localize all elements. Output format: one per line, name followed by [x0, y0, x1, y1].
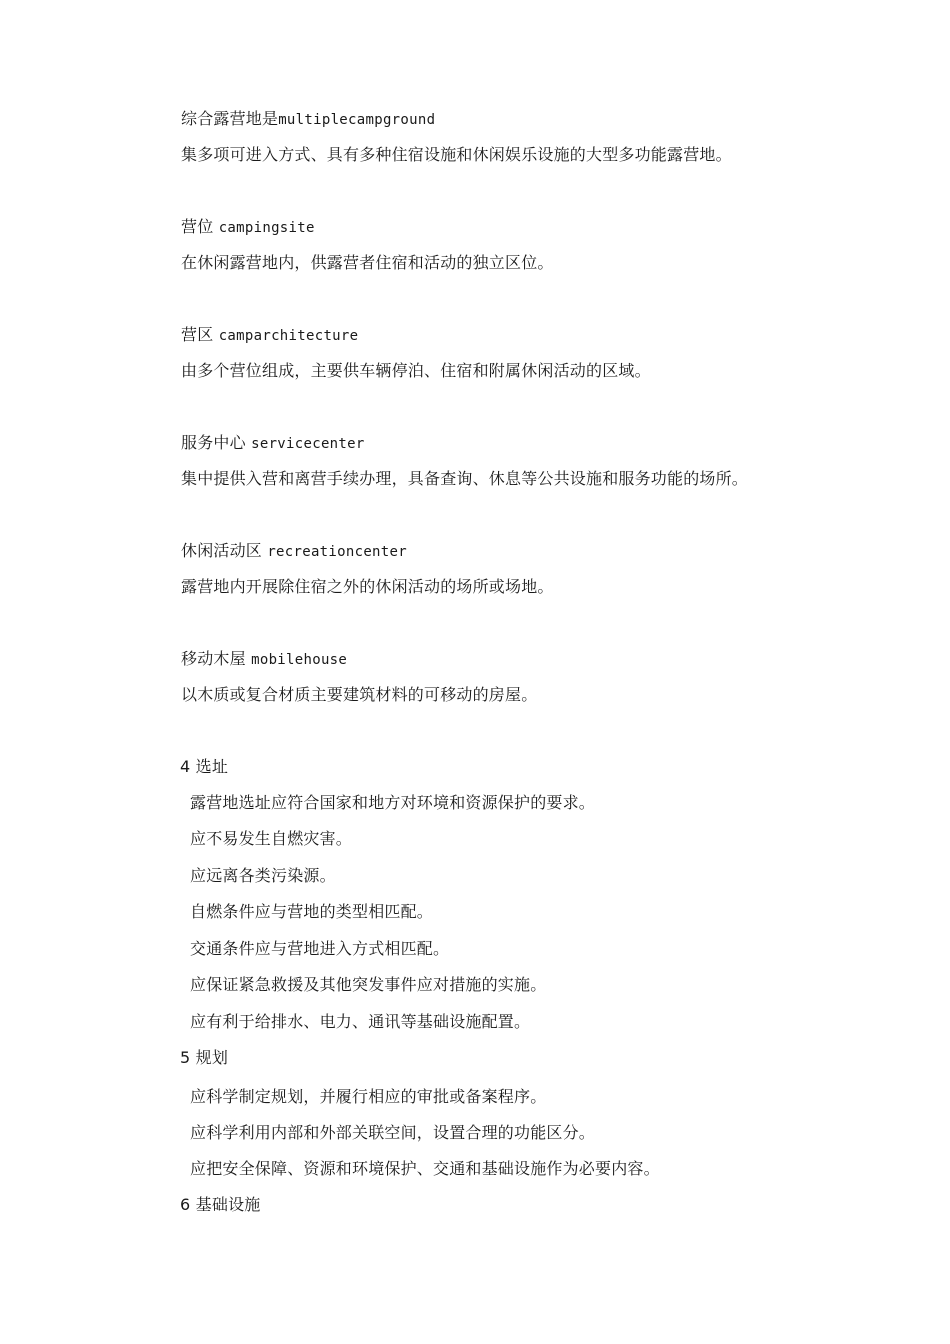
term-title	[181, 109, 435, 130]
section-item: 应有利于给排水、电力、通讯等基础设施配置。	[190, 1012, 531, 1031]
section-heading: 4 选址	[180, 757, 229, 776]
term-title	[181, 325, 358, 346]
term-en: multiplecampground	[278, 112, 436, 128]
term-zh: 综合露营地是	[181, 109, 279, 128]
term-definition: 由多个营位组成，主要供车辆停泊、住宿和附属休闲活动的区域。	[181, 361, 651, 380]
term-zh: 营位	[181, 217, 214, 236]
section-item: 应远离各类污染源。	[190, 866, 336, 885]
section-heading: 5 规划	[180, 1048, 229, 1067]
section-item: 应把安全保障、资源和环境保护、交通和基础设施作为必要内容。	[190, 1159, 660, 1178]
term-title	[181, 541, 407, 562]
term-zh: 服务中心	[181, 433, 246, 452]
section-item: 自燃条件应与营地的类型相匹配。	[190, 902, 434, 921]
section-heading: 6 基础设施	[180, 1195, 261, 1214]
term-title	[181, 217, 315, 238]
section-item: 应科学利用内部和外部关联空间，设置合理的功能区分。	[190, 1123, 596, 1142]
term-title	[181, 649, 347, 670]
term-zh: 营区	[181, 325, 214, 344]
term-zh: 移动木屋	[181, 649, 246, 668]
term-en: servicecenter	[251, 436, 365, 452]
section-item: 露营地选址应符合国家和地方对环境和资源保护的要求。	[190, 793, 596, 812]
term-definition: 以木质或复合材质主要建筑材料的可移动的房屋。	[181, 685, 538, 704]
term-definition: 在休闲露营地内，供露营者住宿和活动的独立区位。	[181, 253, 554, 272]
term-en: camparchitecture	[218, 328, 359, 344]
term-definition: 露营地内开展除住宿之外的休闲活动的场所或场地。	[181, 577, 554, 596]
term-en: campingsite	[218, 220, 315, 236]
section-item: 应不易发生自燃灾害。	[190, 829, 353, 848]
section-item: 交通条件应与营地进入方式相匹配。	[190, 939, 450, 958]
term-definition: 集多项可进入方式、具有多种住宿设施和休闲娱乐设施的大型多功能露营地。	[181, 145, 732, 164]
term-en: recreationcenter	[267, 544, 407, 560]
section-item: 应科学制定规划，并履行相应的审批或备案程序。	[190, 1087, 547, 1106]
term-title	[181, 433, 365, 454]
section-item: 应保证紧急救援及其他突发事件应对措施的实施。	[190, 975, 547, 994]
term-en: mobilehouse	[251, 652, 348, 668]
term-zh: 休闲活动区	[181, 541, 263, 560]
term-definition: 集中提供入营和离营手续办理，具备查询、休息等公共设施和服务功能的场所。	[181, 469, 749, 488]
